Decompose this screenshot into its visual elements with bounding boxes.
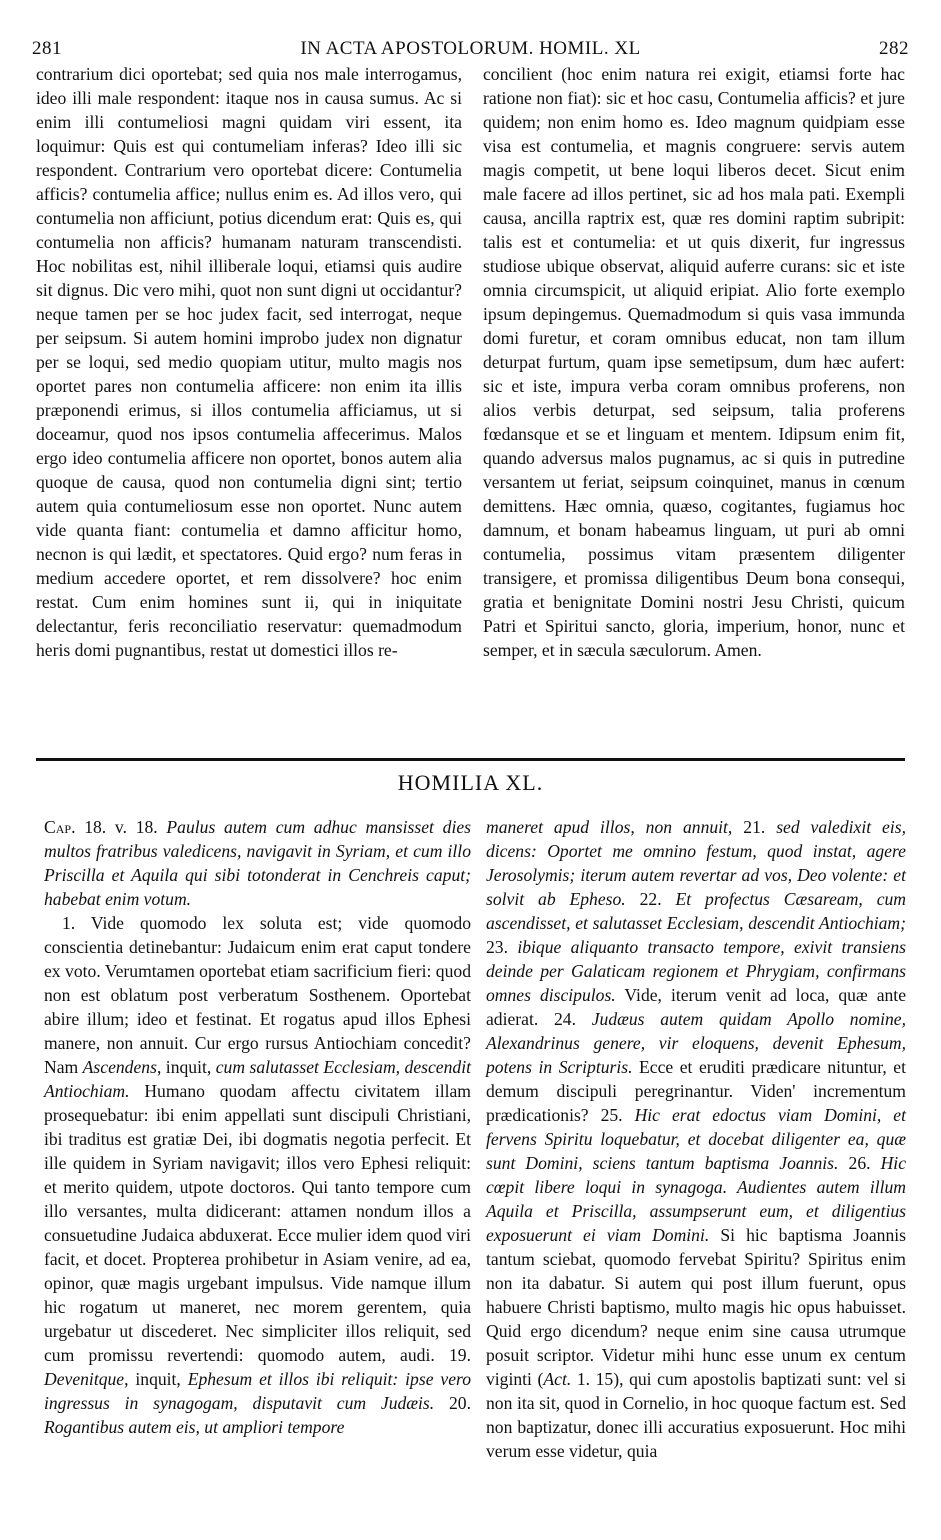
verse-number: 19. [449,1345,471,1365]
text-run: 1. Vide quomodo lex soluta est; vide quomodo conscientia detinebantur: Judaicum enim erat caput tondere ex voto. Verumtamen oportebat etiam sacrificium fieri: quod non est oblatum post verberatum Sosthenem. Oportebat abire illum; ideo et festinat. Et rogatus apud illos Ephesi manere, non annuit. Cur ergo rursus Antiochiam concedit? Nam [44,913,471,1077]
verse-number: 22. [625,889,676,909]
scripture-quote: Paulus autem cum adhuc mansisset dies multos fratribus valedicens, navigavit in Syriam, et cum illo Priscilla et Aquila qui sibi totonderat in Cenchreis caput; habebat enim votum. [44,817,471,909]
page-number-right: 282 [879,38,909,59]
text-run: Si hic baptisma Joannis tantum sciebat, quomodo fervebat Spiritu? Spiritus enim non ita dabatur. Si autem qui post illum fuerunt, opus habuere Christi baptismo, multo magis hic opus habuisset. Quid ergo dicendum? neque enim sine causa utrumque posuit scriptor. Videtur mihi hunc esse unum ex centum viginti ( [486,1225,907,1389]
italic-run: Ascendens [82,1057,157,1077]
italic-run: cum salutasset Ecclesiam, descendit Antiochiam. [44,1057,471,1101]
text-run: Ecce et eruditi prædicare nituntur, et demum discipuli peregrinantur. Viden' incrementum prædicationis? [486,1057,906,1125]
verse-number: 23. [486,937,518,957]
cap-label: Cap. [44,817,76,837]
verse-number: 26. [838,1153,881,1173]
verse-number: 24. [538,1009,592,1029]
top-left-paragraph: contrarium dici oportebat; sed quia nos male interrogamus, ideo illi male respondent: itaque nos in causa sumus. Ac si enim illi contumeliosi magni quidam viri essent, ita loquimur: Quis est qui contumeliam inferas? Ideo illi sic respondent. Contrarium vero oportebat dicere: Contumelia afficis? contumelia affice; nullus enim es. Ad illos vero, qui contumelia non afficiunt, potius dicendum erat: Quis es, qui contumelia non afficis? humanam naturam transcendisti. Hoc nobilitas est, nihil illiberale loqui, etiamsi quis audire sit dignus. Dic vero mihi, quot non sunt digni ut occidantur? neque tamen per se hoc judex facit, sed interrogat, neque per seipsum. Si autem homini improbo judex non dignatur per se loqui, sed medio quopiam utitur, multo magis nos oportet pares non contumelia afficere: non enim ita illis præponendi erimus, si illos contumelia afficiamus, ut si doceamur, quod nos ipsos contumelia affecerimus. Malos ergo ideo contumelia afficere non oportet, bonos autem alia quoque de causa, quod non contumelia digni sint; tertio autem quia contumeliosum esse non oportet. Nunc autem vide quanta fiant: contumelia et damno afficitur homo, necnon is qui lædit, et spectatores. Quid ergo? num feras in medium accedere oportet, et rem dissolvere? hoc enim restat. Cum enim homines sunt ii, qui in iniquitate delectantur, feris reconciliatio reservatur: quemadmodum heris domi pugnantibus, restat ut domestici illos re- [36,64,462,660]
verse-number: 21. [732,817,777,837]
text-run: , inquit, [156,1057,216,1077]
chapter-verse-citation [44,815,471,911]
top-left-column [36,62,462,748]
page-number-left: 281 [32,38,62,59]
verse-number: 20. [434,1393,471,1413]
italic-run: Hic erat edoctus viam Domini, et fervens Spiritu loquebatur, et docebat diligenter ea, quæ sunt Domini, sciens tantum baptisma Joannis. [486,1105,906,1173]
commentary-paragraph [44,911,471,1439]
bottom-right-column [486,815,906,1530]
italic-run: Ephesum et illos ibi reliquit: ipse vero ingressus in synagogam, disputavit cum Judæis. [44,1369,471,1413]
italic-run: Judæus autem quidam Apollo nomine, Alexandrinus genere, vir eloquens, devenit Ephesum, potens in Scripturis. [486,1009,906,1077]
italic-run: Devenitque [44,1369,125,1389]
cap-reference: 18. v. 18. [75,817,167,837]
top-right-paragraph: concilient (hoc enim natura rei exigit, etiamsi forte hac ratione non fiat): sic et hoc casu, Contumelia afficis? et jure quidem; non enim homo es. Ideo magnum quidpiam esse visa est contumelia, et magnis congruere: servis autem magis competit, ut bene loqui liberos decet. Sicut enim male facere ad illos pertinet, sic ad hos mala pati. Exempli causa, ancilla raptrix est, quæ res domini raptim subripit: talis est et contumelia: et ut quis dixerit, fur ingressus studiose ubique observat, aliquid auferre curans: sic et iste omnia circumspicit, ut aliquid eripiat. Alio forte exemplo ipsum depingemus. Quemadmodum si quis vasa immunda domi furetur, et coram omnibus educat, non tam illum deturpat furtum, quam ipse semetipsum, dum hæc aufert: sic et iste, impura verba coram omnibus proferens, non alios verbis deturpat, sed seipsum, talia proferens fœdansque et se et linguam et mentem. Idipsum enim fit, quando adversus malos pugnamus, ac si quis in putredine versantem ut feriat, seipsum coinquinet, manus in cœnum demittens. Hæc omnia, quæso, cogitantes, fugiamus hoc damnum, et bonam habeamus linguam, ut puri ab omni contumelia, possimus vitam præsentem diligenter transigere, et promissa diligentibus Deum bona consequi, gratia et benignitate Domini nostri Jesu Christi, quicum Patri et Spiritui sancto, gloria, imperium, honor, nunc et semper, et in sæcula sæculorum. Amen. [483,64,905,660]
text-run: Humano quodam affectu civitatem illam prosequebatur: ibi enim appellati sunt discipuli Christiani, ibi traditus est gratiæ Dei, ibi dogmatis negotia perfecit. Et ille quidem in Syriam navigavit; illos vero Ephesi reliquit: et merito quidem, utpote doctoros. Qui tanto tempore cum illo versantes, multa didicerant: attamen nondum illos a consuetudine Judaica abduxerat. Ecce mulier idem quod viri facit, et docet. Propterea prohibetur in Asiam venire, ad ea, opinor, quæ magis urgebant impulsus. Vide namque illum hic rogatum ut maneret, nec morem gerentem, quia urgebatur ut discederet. Nec simpliciter illos reliquit, sed cum promissu revertendi: quomodo autem, audi. [44,1081,471,1365]
italic-run: ibique aliquanto transacto tempore, exivit transiens deinde per Galaticam regionem et Phrygiam, confirmans omnes discipulos. [486,937,906,1005]
text-run: , inquit, [124,1369,188,1389]
section-divider [36,758,905,761]
italic-run: Act. [543,1369,572,1389]
bottom-left-column [44,815,471,1530]
italic-run: sed valedixit eis, dicens: Oportet me omnino festum, quod instat, agere Jerosolymis; iterum autem revertar ad vos, Deo volente: et solvit ab Epheso. [486,817,906,909]
italic-run: Et profectus Cæsaream, cum ascendisset, et salutasset Ecclesiam, descendit Antiochiam; [486,889,907,933]
running-title: IN ACTA APOSTOLORUM. HOMIL. XL [300,38,641,59]
text-run: 1. 15), qui cum apostolis baptizati sunt: vel si non ita sit, quod in Cornelio, in hoc quoque factum est. Sed non baptizatur, donec illi accuratius exposuerunt. Hoc mihi verum esse videtur, quia [486,1369,907,1461]
verse-number: 25. [588,1105,635,1125]
homily-heading: HOMILIA XL. [397,770,544,795]
running-header [28,32,913,62]
italic-run: maneret apud illos, non annuit, [486,817,733,837]
commentary-paragraph [486,815,906,1463]
top-right-column [483,62,905,748]
italic-run: Rogantibus autem eis, ut ampliori tempore [44,1417,345,1437]
italic-run: Hic cœpit libere loqui in synagoga. Audientes autem illum Aquila et Priscilla, assumpserunt eum, et diligentius exposuerunt ei viam Domini. [486,1153,906,1245]
text-run: Vide, iterum venit ad loca, quæ ante adierat. [486,985,906,1029]
